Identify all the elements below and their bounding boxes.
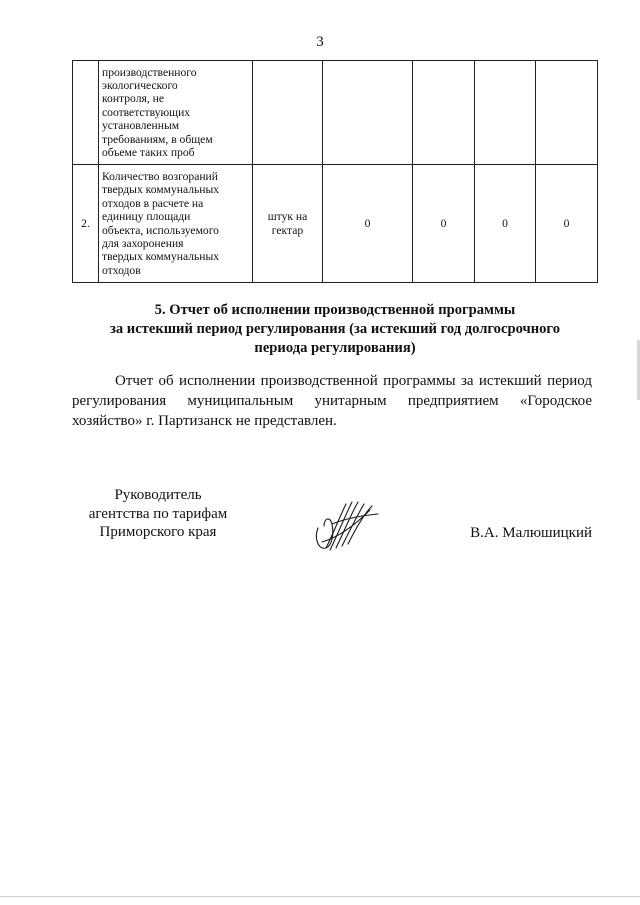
indicator-name-line: Количество возгораний	[102, 169, 218, 183]
value-cell: 0	[323, 165, 413, 283]
section-title-line: за истекший период регулирования (за истекший год долгосрочного	[109, 321, 560, 337]
signer-position-line: Приморского края	[99, 524, 217, 540]
indicator-name-line: требованиям, в общем	[102, 132, 213, 146]
indicator-name-line: твердых коммунальных	[102, 250, 220, 264]
body-paragraph: Отчет об исполнении производственной программы за истекший период регулирования муниципальным унитарным предприятием «Городское хозяйство» г. Партизанск не представлен.	[72, 373, 592, 429]
indicator-name-line: объеме таких проб	[102, 146, 195, 160]
row-number	[73, 61, 99, 165]
indicator-name-line: экологического	[102, 78, 178, 92]
indicator-name	[99, 61, 253, 165]
indicator-name	[99, 165, 253, 283]
row-number: 2.	[73, 165, 99, 283]
value-cell	[323, 61, 413, 165]
signer-name: В.А. Малюшицкий	[470, 525, 592, 541]
table-row	[73, 61, 598, 165]
indicator-name-line: отходов в расчете на	[102, 196, 204, 210]
table-row	[73, 165, 598, 283]
indicator-name-line: объекта, используемого	[102, 223, 219, 237]
unit-cell: штук на гектар	[253, 165, 323, 283]
section-body	[72, 371, 592, 431]
indicator-name-line: установленным	[102, 119, 180, 133]
value-cell: 0	[413, 165, 475, 283]
indicators-table	[72, 60, 598, 283]
value-cell	[536, 61, 598, 165]
indicator-name-line: производственного	[102, 65, 197, 79]
value-cell	[413, 61, 475, 165]
handwritten-signature	[312, 498, 382, 554]
value-cell: 0	[536, 165, 598, 283]
indicator-name-line: контроля, не	[102, 92, 164, 106]
section-title	[80, 301, 590, 358]
section-title-line: 5. Отчет об исполнении производственной программы	[154, 302, 516, 318]
unit-cell	[253, 61, 323, 165]
indicator-name-line: единицу площади	[102, 210, 191, 224]
value-cell	[475, 61, 536, 165]
indicator-name-line: для захоронения	[102, 236, 184, 250]
page-number: 3	[316, 34, 324, 50]
signer-position	[78, 486, 238, 542]
indicator-name-line: соответствующих	[102, 105, 191, 119]
indicator-name-line: твердых коммунальных	[102, 183, 220, 197]
value-cell: 0	[475, 165, 536, 283]
indicator-name-line: отходов	[102, 263, 141, 277]
signer-position-line: агентства по тарифам	[88, 505, 228, 522]
signer-position-line: Руководитель	[114, 487, 202, 503]
scan-bottom-line	[0, 896, 640, 897]
section-title-line: периода регулирования)	[254, 340, 416, 356]
